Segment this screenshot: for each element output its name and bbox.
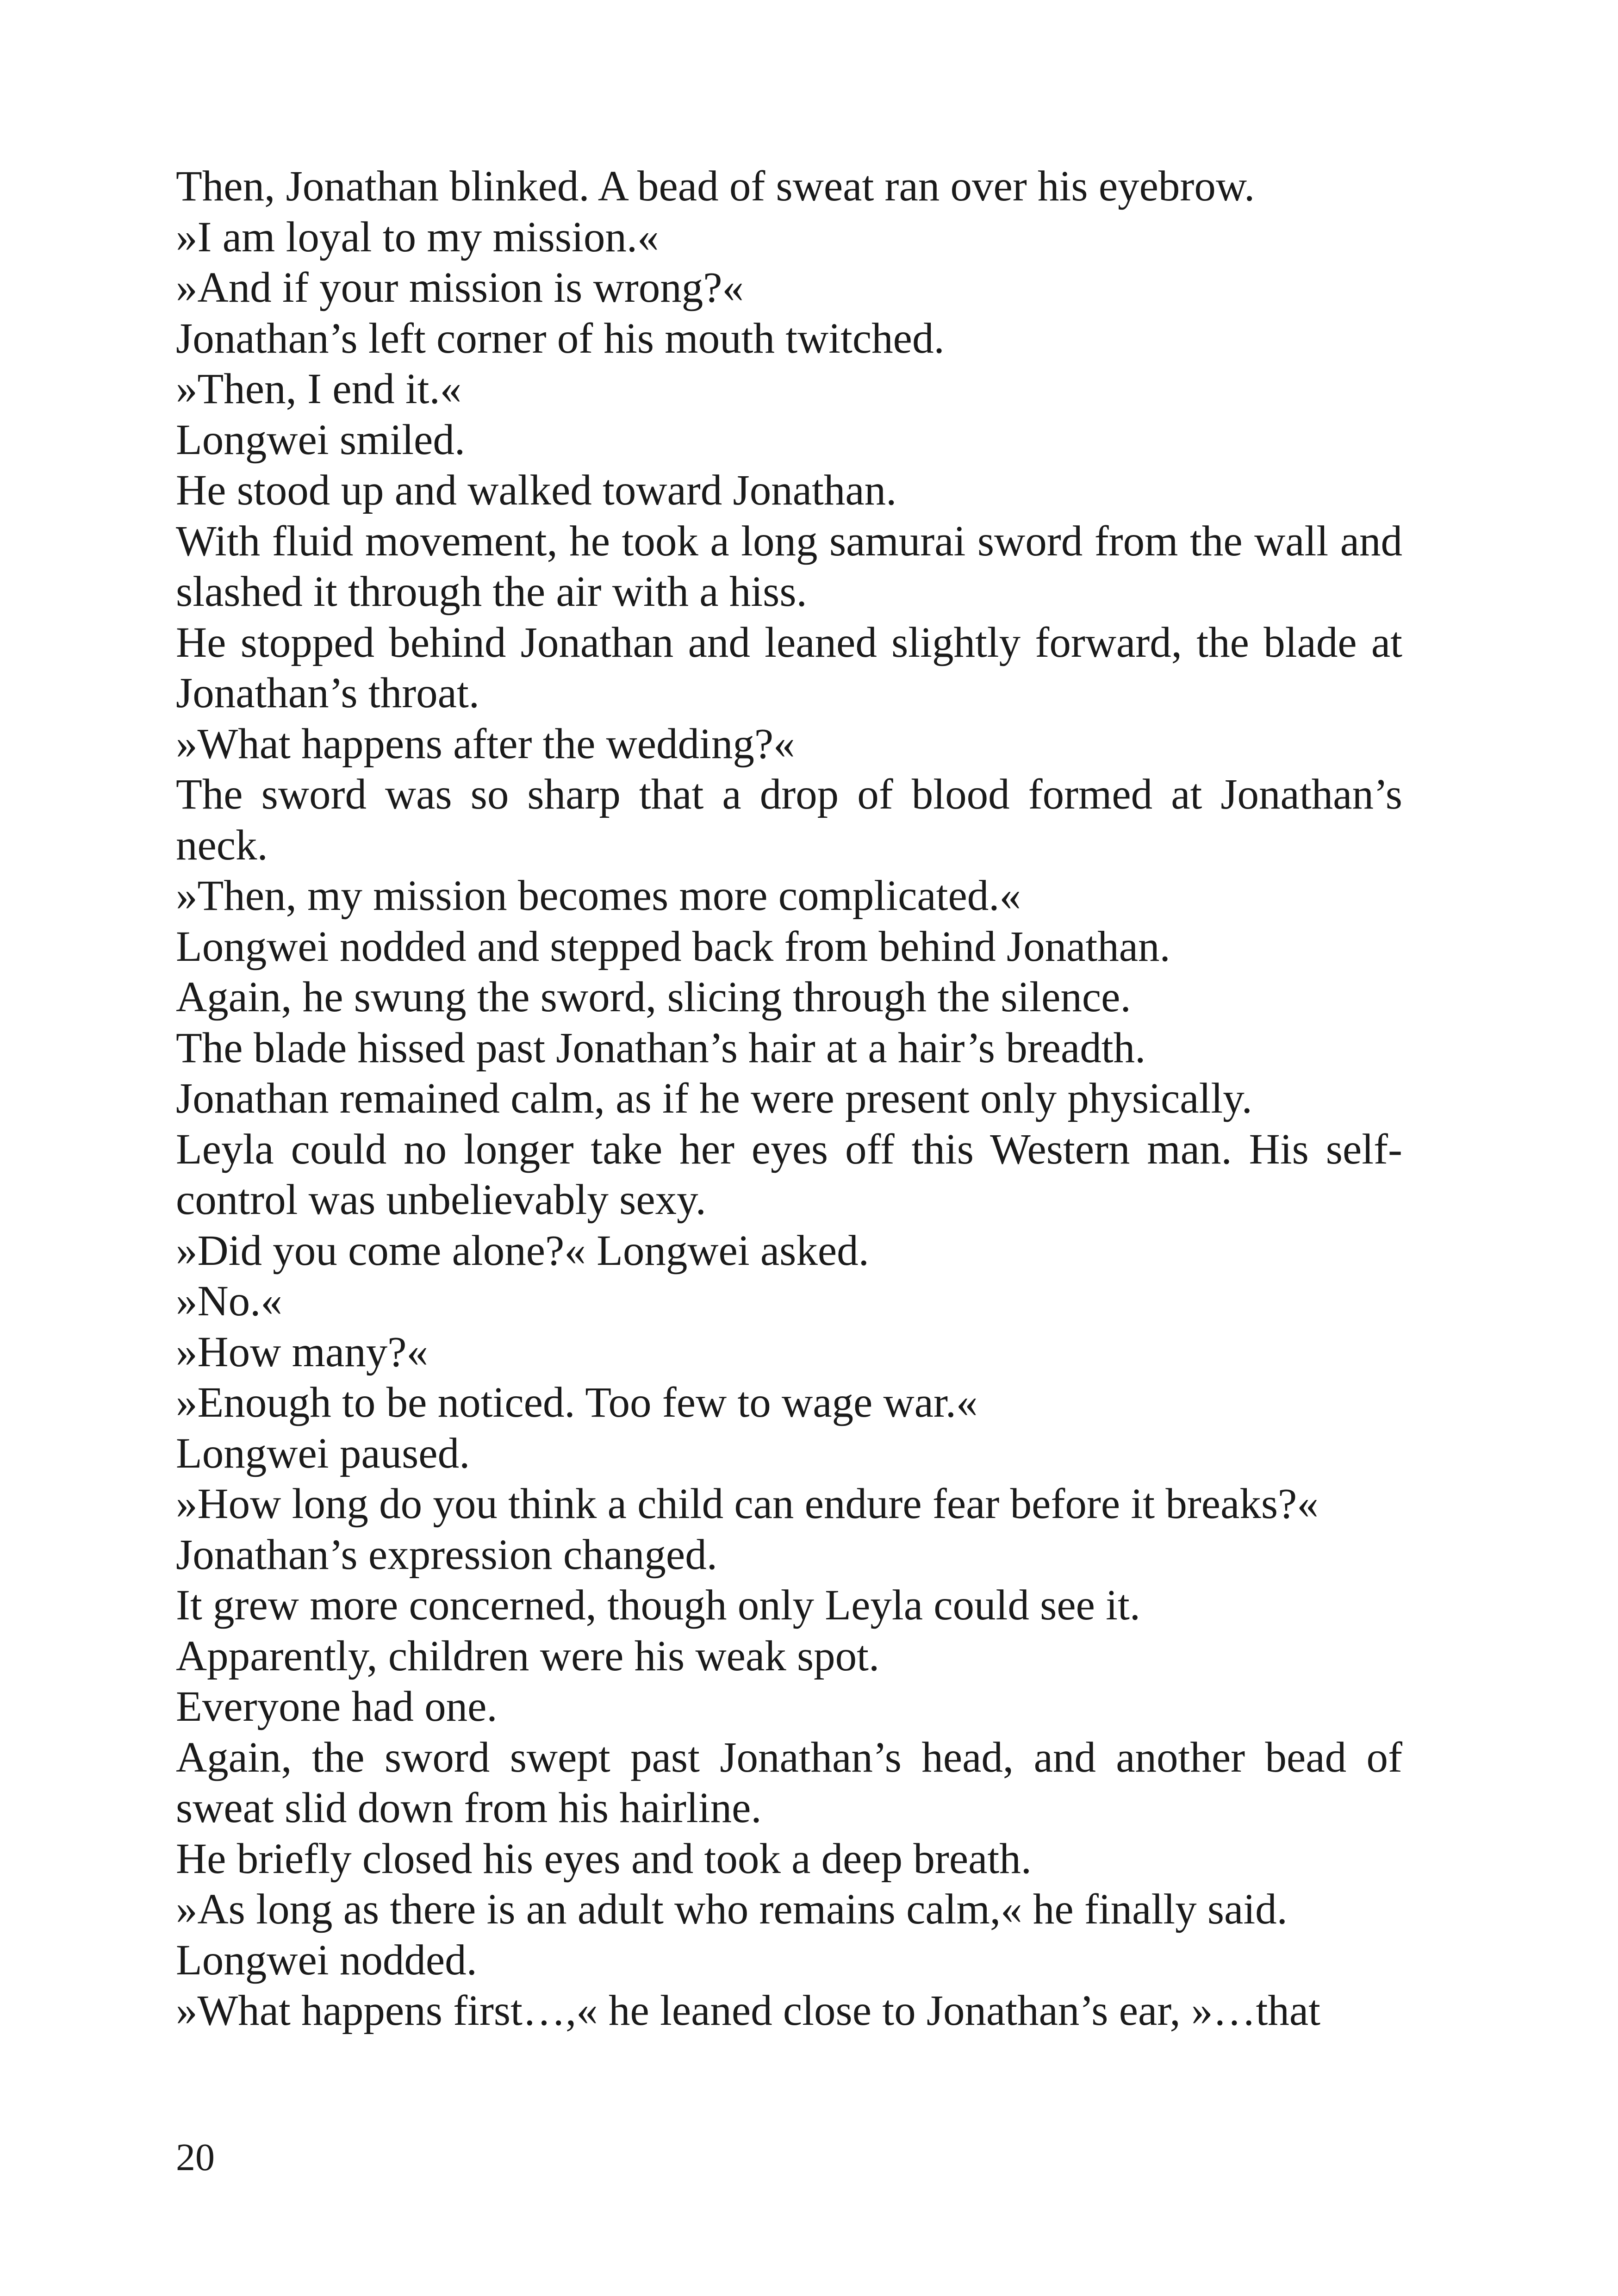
- paragraph: Apparently, children were his weak spot.: [176, 1632, 880, 1680]
- paragraph: »No.«: [176, 1277, 282, 1325]
- paragraph: »I am loyal to my mission.«: [176, 213, 659, 261]
- paragraph: Then, Jonathan blinked. A bead of sweat ran over his eyebrow.: [176, 162, 1255, 210]
- paragraph: Longwei paused.: [176, 1429, 470, 1477]
- paragraph: »Then, my mission becomes more complicated.«: [176, 872, 1021, 920]
- paragraph: With fluid movement, he took a long samurai sword from the wall and slashed it through the air with a hiss.: [176, 517, 1402, 616]
- paragraph: Again, he swung the sword, slicing through the silence.: [176, 973, 1131, 1021]
- body-text: [176, 161, 1402, 2036]
- paragraph: Jonathan’s left corner of his mouth twitched.: [176, 314, 945, 362]
- paragraph: »How long do you think a child can endure fear before it breaks?«: [176, 1480, 1319, 1528]
- paragraph: »Enough to be noticed. Too few to wage war.«: [176, 1379, 978, 1426]
- paragraph: Jonathan’s expression changed.: [176, 1531, 717, 1579]
- paragraph: Longwei nodded and stepped back from behind Jonathan.: [176, 922, 1170, 971]
- paragraph: »And if your mission is wrong?«: [176, 264, 744, 311]
- paragraph: He briefly closed his eyes and took a deep breath.: [176, 1835, 1032, 1883]
- paragraph: Leyla could no longer take her eyes off this Western man. His self-control was unbelievably sexy.: [176, 1125, 1402, 1224]
- paragraph: »How many?«: [176, 1328, 428, 1376]
- paragraph: »Then, I end it.«: [176, 365, 462, 413]
- paragraph: The blade hissed past Jonathan’s hair at a hair’s breadth.: [176, 1024, 1146, 1072]
- page-number: 20: [176, 2136, 215, 2179]
- paragraph: »What happens first…,« he leaned close to Jonathan’s ear, »…that: [176, 1987, 1320, 2035]
- paragraph: Longwei nodded.: [176, 1936, 477, 1984]
- paragraph: »What happens after the wedding?«: [176, 720, 795, 768]
- paragraph: »Did you come alone?« Longwei asked.: [176, 1226, 869, 1275]
- paragraph: Longwei smiled.: [176, 416, 466, 464]
- paragraph: He stopped behind Jonathan and leaned slightly forward, the blade at Jonathan’s throat.: [176, 618, 1402, 717]
- paragraph: It grew more concerned, though only Leyla could see it.: [176, 1581, 1141, 1629]
- paragraph: Again, the sword swept past Jonathan’s head, and another bead of sweat slid down from his hairline.: [176, 1733, 1402, 1832]
- paragraph: »As long as there is an adult who remains calm,« he finally said.: [176, 1885, 1288, 1933]
- paragraph: He stood up and walked toward Jonathan.: [176, 467, 897, 514]
- paragraph: Jonathan remained calm, as if he were present only physically.: [176, 1075, 1252, 1122]
- paragraph: The sword was so sharp that a drop of blood formed at Jonathan’s neck.: [176, 771, 1402, 869]
- paragraph: Everyone had one.: [176, 1683, 498, 1730]
